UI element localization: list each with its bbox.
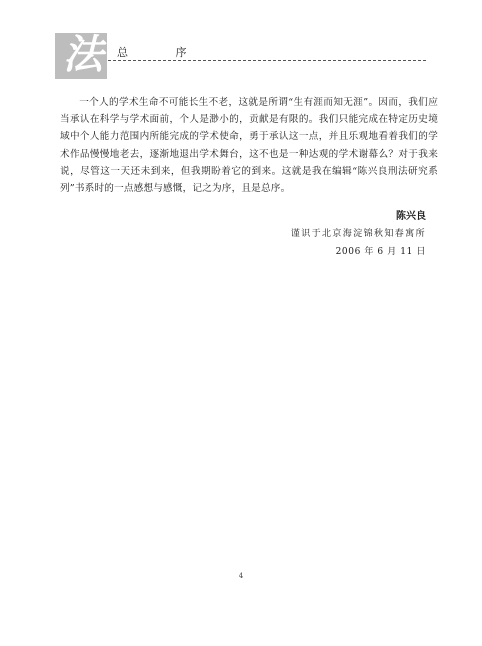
page-number: 4 bbox=[238, 572, 244, 580]
page-title: 总 序 bbox=[117, 46, 209, 59]
header-divider bbox=[108, 60, 426, 61]
header-law-glyph: 法 bbox=[63, 31, 103, 78]
signing-location: 谨识于北京海淀锦秋知春寓所 bbox=[290, 229, 426, 239]
author-signature: 陈兴良 bbox=[396, 211, 426, 222]
signing-date: 2006 年 6 月 11 日 bbox=[335, 247, 426, 257]
body-paragraph: 一个人的学术生命不可能长生不老，这就是所谓“生有涯而知无涯”。因而，我们应当承认在科学与学术面前，个人是渺小的，贡献是有限的。我们只能完成在特定历史境域中个人能力范围内所能完成的学术使命，勇于承认这一点，并且乐观地看着我们的学术作品慢慢地老去，逐渐地退出学术舞台，这不也是一种达观的学术谢幕么？对于我来说，尽管这一天还未到来，但我期盼着它的到来。这就是我在编辑“陈兴良刑法研究系列”书系时的一点感想与感慨，记之为序，且是总序。 bbox=[60, 97, 438, 195]
